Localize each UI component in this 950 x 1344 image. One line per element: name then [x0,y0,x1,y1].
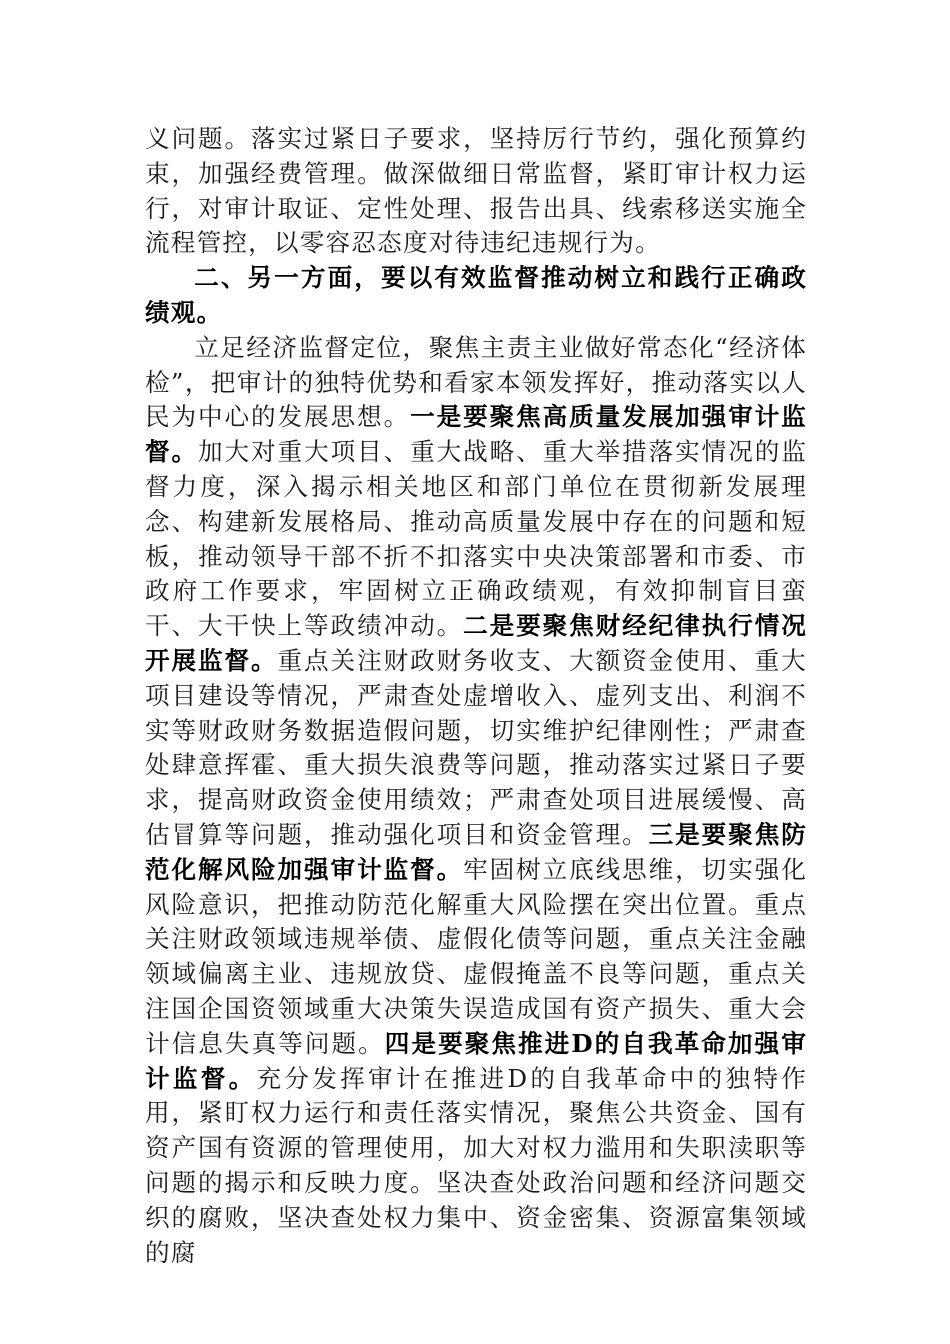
paragraph-audit-discipline [145,122,807,261]
document-page [145,122,807,1270]
point-3-heading: 三是要聚焦防范化解风险加强审计监督。 [145,819,807,884]
section-heading-2 [145,261,807,331]
point-4-heading: 四是要聚焦推进D的自我革命加强审计监督。 [145,1028,807,1093]
point-1-heading: 一是要聚焦高质量发展加强审计监督。 [145,402,807,467]
point-1-text: 加大对重大项目、重大战略、重大举措落实情况的监督力度，深入揭示相关地区和部门单位在贯彻新发展理念、构建新发展格局、推动高质量发展中存在的问题和短板，推动领导干部不折不扣落实中央决策部署和市委、市政府工作要求，牢固树立正确政绩观，有效抑制盲目蛮干、大干快上等政绩冲动。 [145,437,808,641]
heading-text: 二、另一方面，要以有效监督推动树立和践行正确政绩观。 [145,263,807,327]
point-2-text: 重点关注财政财务收支、大额资金使用、重大项目建设等情况，严肃查处虚增收入、虚列支出、利润不实等财政财务数据造假问题，切实维护纪律刚性；严肃查处肆意挥霍、重大损失浪费等问题，推动落实过紧日子要求，提高财政资金使用绩效；严肃查处项目进展缓慢、高估冒算等问题，推动强化项目和资金管理。 [145,645,807,849]
point-2-heading: 二是要聚焦财经纪律执行情况开展监督。 [145,611,807,675]
paragraph-text: 立足经济监督定位，聚焦主责主业做好常态化“经济体检”，把审计的独特优势和看家本领发挥好，推动落实以人民为中心的发展思想。 [145,332,807,432]
paragraph-text: 义问题。落实过紧日子要求，坚持厉行节约，强化预算约束，加强经费管理。做深做细日常监督，紧盯审计权力运行，对审计取证、定性处理、报告出具、线索移送实施全流程管控，以零容忍态度对待违纪违规行为。 [145,124,807,258]
point-3-text: 牢固树立底线思维，切实强化风险意识，把推动防范化解重大风险摆在突出位置。重点关注财政领域违规举债、虚假化债等问题，重点关注金融领域偏离主业、违规放贷、虚假掩盖不良等问题，重点关注国企国资领域重大决策失误造成国有资产损失、重大会计信息失真等问题。 [145,854,807,1058]
paragraph-economic-supervision [145,331,807,1271]
point-4-text: 充分发挥审计在推进D的自我革命中的独特作用，紧盯权力运行和责任落实情况，聚焦公共资金、国有资产国有资源的管理使用，加大对权力滥用和失职渎职等问题的揭示和反映力度。坚决查处政治问题和经济问题交织的腐败，坚决查处权力集中、资金密集、资源富集领域的腐 [145,1063,807,1267]
